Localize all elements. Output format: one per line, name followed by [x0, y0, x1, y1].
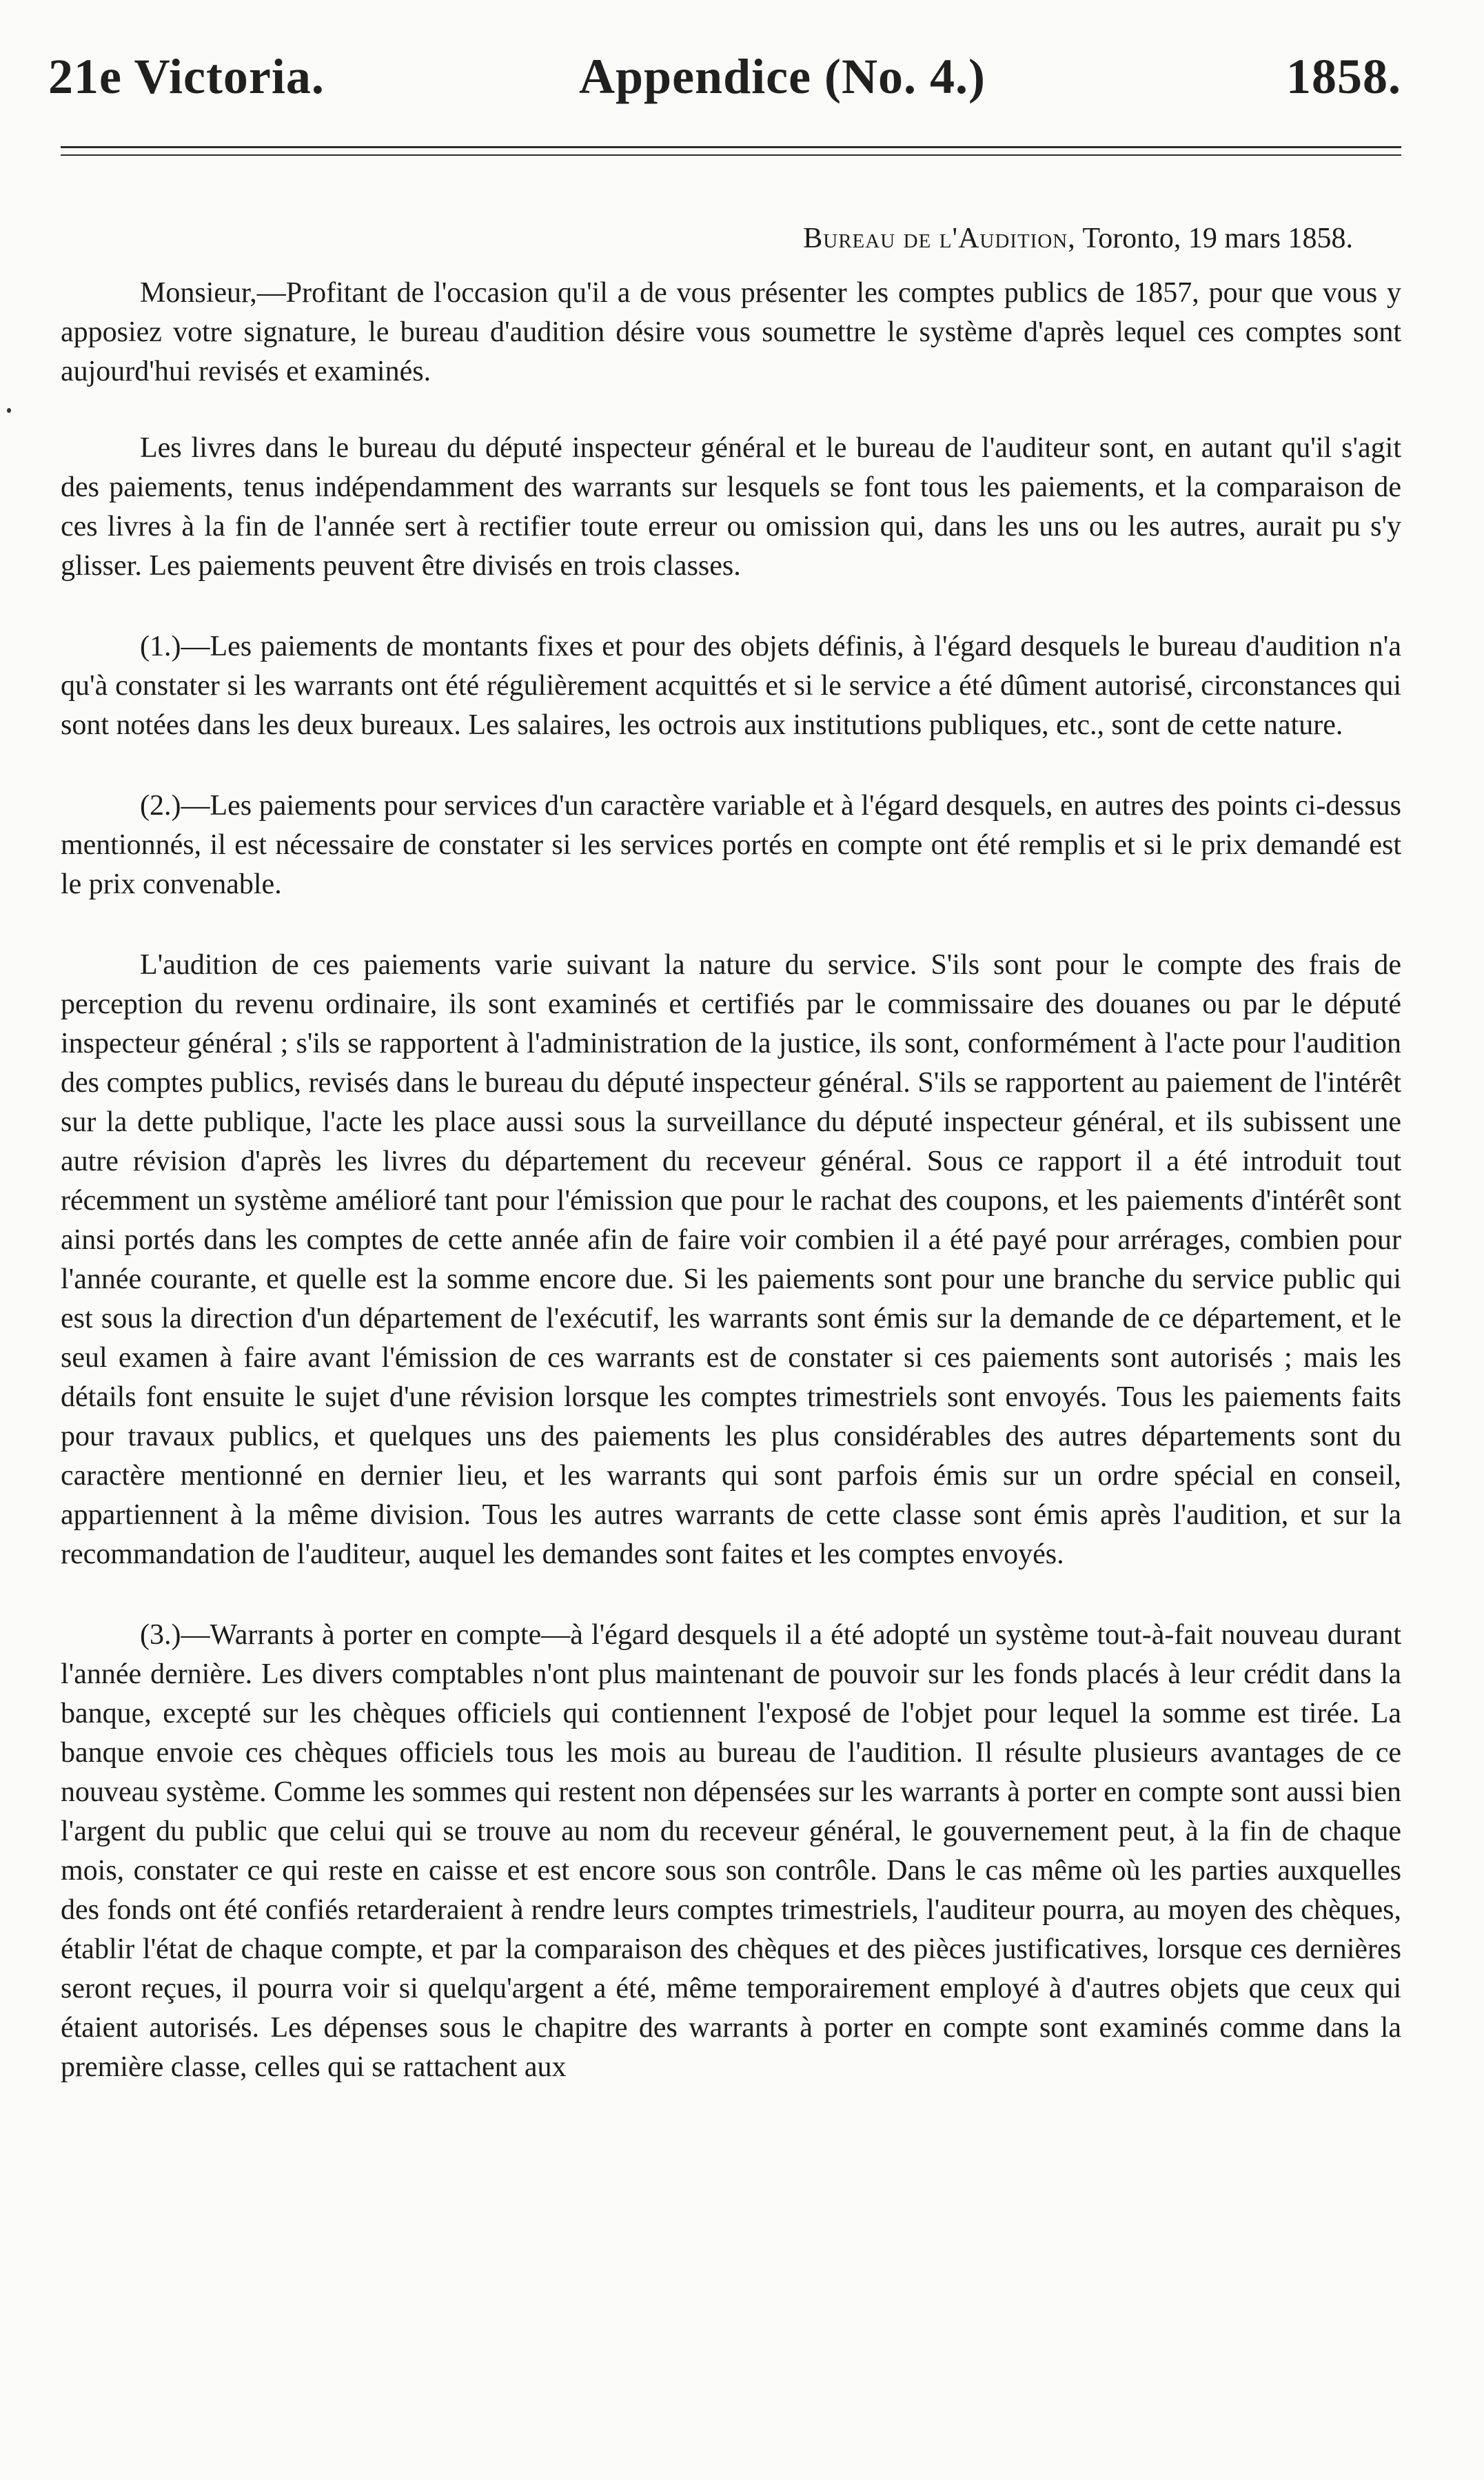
header-appendix: Appendice (No. 4.): [579, 49, 986, 104]
paragraph-class-3: (3.)—Warrants à porter en compte—à l'égard desquels il a été adopté un système tout-à-fait nouveau durant l'année dernière. Les divers comptables n'ont plus maintenant de pouvoir sur les fonds placés à leur crédit dans la banque, excepté sur les chèques officiels qui contiennent l'exposé de l'objet pour lequel la somme est tirée. La banque envoie ces chèques officiels tous les mois au bureau de l'audition. Il résulte plusieurs avantages de ce nouveau système. Comme les sommes qui restent non dépensées sur les warrants à porter en compte sont aussi bien l'argent du public que celui qui se trouve au nom du receveur général, le gouvernement peut, à la fin de chaque mois, constater ce qui reste en caisse et est encore sous son contrôle. Dans le cas même où les parties auxquelles des fonds ont été confiés retarderaient à rendre leurs comptes trimestriels, l'auditeur pourra, au moyen des chèques, établir l'état de chaque compte, et par la comparaison des chèques et des pièces justificatives, lorsque ces dernières seront reçues, il pourra voir si quelqu'argent a été, même temporairement employé à d'autres objets que ceux qui étaient autorisés. Les dépenses sous le chapitre des warrants à porter en compte sont examinés comme dans la première classe, celles qui se rattachent aux: [61, 1619, 1401, 2083]
letter-body: [61, 219, 1401, 2087]
paragraph-class-1: (1.)—Les paiements de montants fixes et pour des objets définis, à l'égard desquels le bureau d'audition n'a qu'à constater si les warrants ont été régulièrement acquittés et si le service a été dûment autorisé, circonstances qui sont notées dans les deux bureaux. Les salaires, les octrois aux institutions publiques, etc., sont de cette nature.: [61, 631, 1401, 741]
paragraph-salutation: Monsieur,—Profitant de l'occasion qu'il a de vous présenter les comptes publics de 1857, pour que vous y apposiez votre signature, le bureau d'audition désire vous soumettre le système d'après lequel ces comptes sont aujourd'hui revisés et examinés.: [61, 277, 1401, 387]
paragraph-class-2: (2.)—Les paiements pour services d'un caractère variable et à l'égard desquels, en autres des points ci-dessus mentionnés, il est nécessaire de constater si les services portés en compte ont été remplis et si le prix demandé est le prix convenable.: [61, 790, 1401, 900]
header-rule-thick: [61, 146, 1401, 148]
page-header: [48, 48, 1401, 131]
paragraph-audition: L'audition de ces paiements varie suivant la nature du service. S'ils sont pour le compte des frais de perception du revenu ordinaire, ils sont examinés et certifiés par le commissaire des douanes ou par le député inspecteur général ; s'ils se rapportent à l'administration de la justice, ils sont, conformément à l'acte pour l'audition des comptes publics, revisés dans le bureau du député inspecteur général. S'ils se rapportent au paiement de l'intérêt sur la dette publique, l'acte les place aussi sous la surveillance du député inspecteur général, et ils subissent une autre révision d'après les livres du département du receveur général. Sous ce rapport il a été introduit tout récemment un système amélioré tant pour l'émission que pour le rachat des coupons, et les paiements d'intérêt sont ainsi portés dans les comptes de cette année afin de faire voir combien il a été payé pour arrérages, combien pour l'année courante, et quelle est la somme encore due. Si les paiements sont pour une branche du service public qui est sous la direction d'un département de l'exécutif, les warrants sont émis sur la demande de ce département, et le seul examen à faire avant l'émission de ces warrants est de constater si ces paiements sont autorisés ; mais les détails font ensuite le sujet d'une révision lorsque les comptes trimestriels sont envoyés. Tous les paiements faits pour travaux publics, et quelques uns des paiements les plus considérables des autres départements sont du caractère mentionné en dernier lieu, et les warrants qui sont parfois émis sur un ordre spécial en conseil, appartiennent à la même division. Tous les autres warrants de cette classe sont émis après l'audition, et sur la recommandation de l'auditeur, auquel les demandes sont faites et les comptes envoyés.: [61, 949, 1401, 1570]
header-session: 21e Victoria.: [48, 49, 325, 104]
dateline-place-date: Toronto, 19 mars 1858.: [1082, 223, 1353, 254]
ink-speck: [7, 408, 11, 413]
header-rule-thin: [61, 154, 1401, 156]
dateline: [61, 219, 1401, 258]
dateline-office: Bureau de l'Audition,: [803, 223, 1076, 254]
paragraph-books: Les livres dans le bureau du député inspecteur général et le bureau de l'auditeur sont, en autant qu'il s'agit des paiements, tenus indépendamment des warrants sur lesquels se font tous les paiements, et la comparaison de ces livres à la fin de l'année sert à rectifier toute erreur ou omission qui, dans les uns ou les autres, aurait pu s'y glisser. Les paiements peuvent être divisés en trois classes.: [61, 432, 1401, 582]
header-year: 1858.: [1286, 49, 1401, 104]
